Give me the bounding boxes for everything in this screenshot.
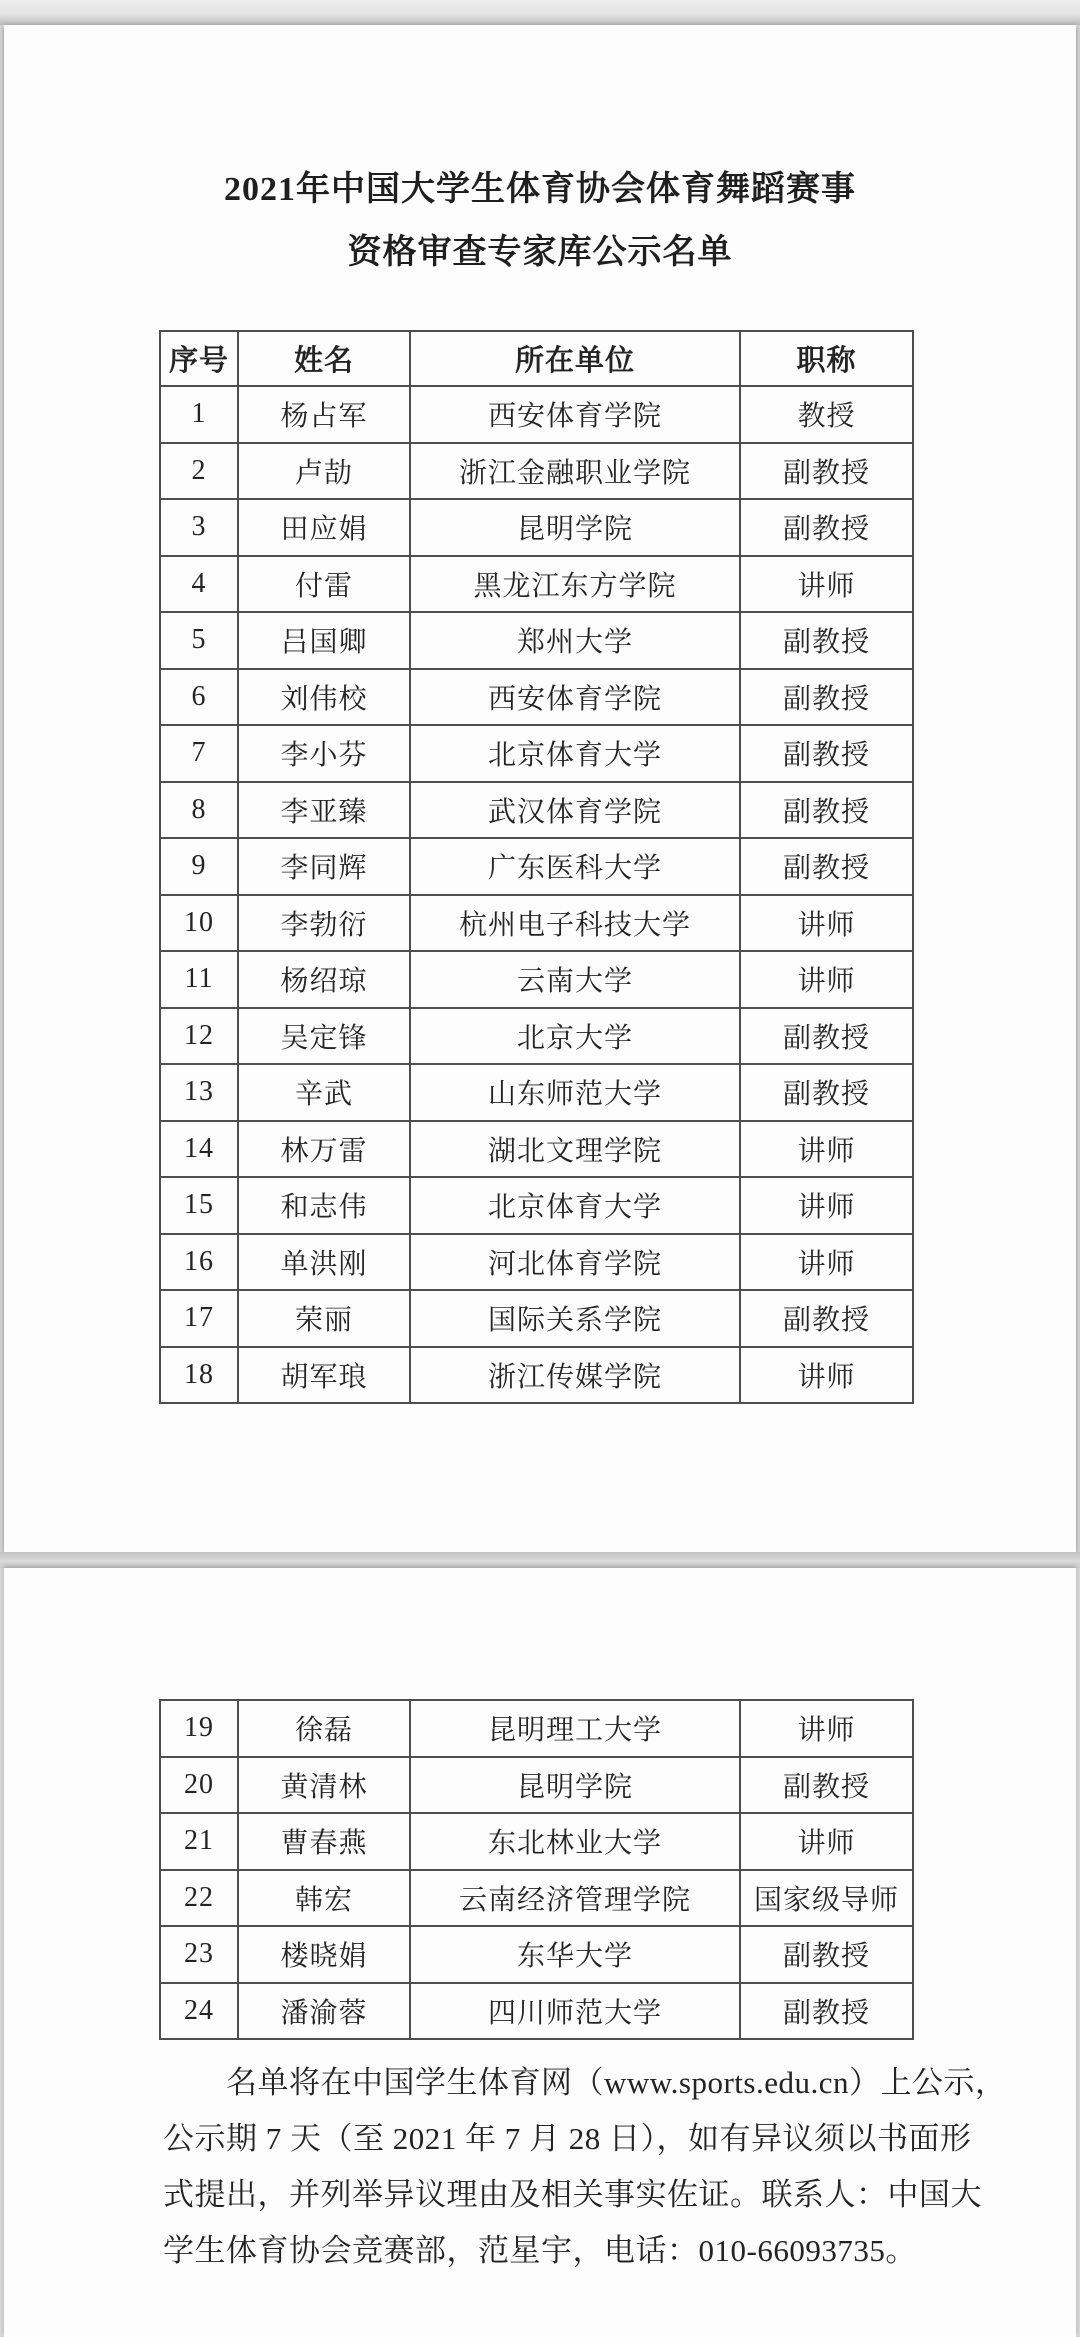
table-row [160,443,913,500]
cell-seq: 7 [160,725,238,782]
cell-seq: 24 [160,1983,238,2040]
cell-seq: 4 [160,556,238,613]
cell-title: 副教授 [740,1757,913,1814]
table-row [160,1064,913,1121]
cell-title: 副教授 [740,725,913,782]
cell-name: 黄清林 [238,1757,410,1814]
page-break-gap [0,1552,1080,1568]
table-row [160,838,913,895]
table-row [160,1008,913,1065]
cell-seq: 14 [160,1121,238,1178]
header-name: 姓名 [238,331,410,386]
cell-seq: 12 [160,1008,238,1065]
cell-seq: 5 [160,612,238,669]
cell-name: 李同辉 [238,838,410,895]
table-row [160,1983,913,2040]
cell-title: 副教授 [740,1008,913,1065]
cell-seq: 16 [160,1234,238,1291]
cell-org: 黑龙江东方学院 [410,556,740,613]
paragraph-line: 名单将在中国学生体育网（www.sports.edu.cn）上公示， [226,2065,1007,2100]
cell-name: 林万雷 [238,1121,410,1178]
paragraph-line: 式提出，并列举异议理由及相关事实佐证。联系人：中国大 [163,2177,982,2212]
cell-seq: 3 [160,499,238,556]
cell-org: 昆明学院 [410,1757,740,1814]
cell-title: 讲师 [740,556,913,613]
cell-org: 杭州电子科技大学 [410,895,740,952]
cell-org: 湖北文理学院 [410,1121,740,1178]
cell-seq: 6 [160,669,238,726]
table-header-row [160,331,913,386]
cell-title: 讲师 [740,1700,913,1757]
cell-name: 胡军琅 [238,1347,410,1404]
expert-table-page2-wrapper [159,1699,914,2040]
cell-seq: 10 [160,895,238,952]
cell-name: 李勃衍 [238,895,410,952]
header-title: 职称 [740,331,913,386]
cell-seq: 8 [160,782,238,839]
table-row [160,782,913,839]
cell-title: 副教授 [740,1983,913,2040]
cell-name: 单洪刚 [238,1234,410,1291]
cell-seq: 20 [160,1757,238,1814]
background-top-strip [0,0,1080,25]
cell-org: 北京大学 [410,1008,740,1065]
cell-org: 北京体育大学 [410,1177,740,1234]
document-title [4,158,1076,284]
table-row [160,556,913,613]
expert-table-page1 [159,330,914,1404]
cell-seq: 19 [160,1700,238,1757]
cell-name: 徐磊 [238,1700,410,1757]
cell-seq: 1 [160,386,238,443]
cell-name: 李小芬 [238,725,410,782]
cell-title: 副教授 [740,1064,913,1121]
cell-name: 曹春燕 [238,1813,410,1870]
cell-seq: 11 [160,951,238,1008]
cell-name: 吕国卿 [238,612,410,669]
cell-org: 昆明理工大学 [410,1700,740,1757]
cell-org: 云南经济管理学院 [410,1870,740,1927]
document-title-line-2: 资格审查专家库公示名单 [347,234,733,271]
header-org: 所在单位 [410,331,740,386]
cell-org: 国际关系学院 [410,1290,740,1347]
cell-title: 副教授 [740,612,913,669]
cell-title: 副教授 [740,669,913,726]
cell-title: 讲师 [740,1813,913,1870]
cell-seq: 15 [160,1177,238,1234]
cell-seq: 17 [160,1290,238,1347]
cell-name: 刘伟校 [238,669,410,726]
table-row [160,1177,913,1234]
cell-org: 浙江金融职业学院 [410,443,740,500]
cell-seq: 23 [160,1926,238,1983]
cell-name: 和志伟 [238,1177,410,1234]
cell-org: 浙江传媒学院 [410,1347,740,1404]
cell-title: 讲师 [740,1121,913,1178]
cell-seq: 21 [160,1813,238,1870]
cell-name: 杨占军 [238,386,410,443]
cell-org: 山东师范大学 [410,1064,740,1121]
table-row [160,951,913,1008]
paragraph-line: 公示期 7 天（至 2021 年 7 月 28 日），如有异议须以书面形 [163,2121,972,2156]
table-row [160,1121,913,1178]
cell-title: 副教授 [740,782,913,839]
table-row [160,895,913,952]
table-row [160,499,913,556]
expert-table-page1-wrapper [159,330,914,1404]
cell-org: 昆明学院 [410,499,740,556]
cell-seq: 2 [160,443,238,500]
cell-seq: 13 [160,1064,238,1121]
cell-name: 荣丽 [238,1290,410,1347]
cell-org: 北京体育大学 [410,725,740,782]
header-seq: 序号 [160,331,238,386]
cell-org: 东北林业大学 [410,1813,740,1870]
cell-org: 广东医科大学 [410,838,740,895]
cell-title: 国家级导师 [740,1870,913,1927]
cell-org: 云南大学 [410,951,740,1008]
cell-name: 辛武 [238,1064,410,1121]
cell-name: 田应娟 [238,499,410,556]
cell-name: 韩宏 [238,1870,410,1927]
table-row [160,1700,913,1757]
cell-name: 楼晓娟 [238,1926,410,1983]
table-row [160,1290,913,1347]
cell-name: 卢劼 [238,443,410,500]
document-page-2 [4,1568,1076,2337]
cell-name: 付雷 [238,556,410,613]
cell-title: 副教授 [740,1926,913,1983]
document-page-1 [4,25,1076,1552]
expert-table-page2 [159,1699,914,2040]
table-row [160,612,913,669]
cell-title: 讲师 [740,1177,913,1234]
cell-name: 潘渝蓉 [238,1983,410,2040]
cell-seq: 9 [160,838,238,895]
cell-seq: 18 [160,1347,238,1404]
paragraph-line: 学生体育协会竞赛部，范星宇，电话：010-66093735。 [163,2233,917,2268]
cell-title: 讲师 [740,895,913,952]
cell-title: 副教授 [740,838,913,895]
cell-org: 西安体育学院 [410,669,740,726]
table-row [160,669,913,726]
cell-title: 副教授 [740,443,913,500]
cell-title: 讲师 [740,1347,913,1404]
cell-title: 教授 [740,386,913,443]
cell-name: 杨绍琼 [238,951,410,1008]
cell-org: 四川师范大学 [410,1983,740,2040]
cell-org: 郑州大学 [410,612,740,669]
cell-name: 吴定锋 [238,1008,410,1065]
table-row [160,386,913,443]
table-row [160,1813,913,1870]
cell-org: 河北体育学院 [410,1234,740,1291]
table-row [160,1234,913,1291]
cell-title: 讲师 [740,951,913,1008]
table-row [160,1926,913,1983]
publicity-notice-paragraph [163,2055,1007,2279]
cell-org: 西安体育学院 [410,386,740,443]
table-row [160,725,913,782]
table-row [160,1347,913,1404]
cell-title: 副教授 [740,499,913,556]
table-row [160,1870,913,1927]
cell-title: 讲师 [740,1234,913,1291]
cell-name: 李亚臻 [238,782,410,839]
table-row [160,1757,913,1814]
cell-title: 副教授 [740,1290,913,1347]
cell-org: 东华大学 [410,1926,740,1983]
cell-org: 武汉体育学院 [410,782,740,839]
cell-seq: 22 [160,1870,238,1927]
document-title-line-1: 2021年中国大学生体育协会体育舞蹈赛事 [224,171,856,208]
